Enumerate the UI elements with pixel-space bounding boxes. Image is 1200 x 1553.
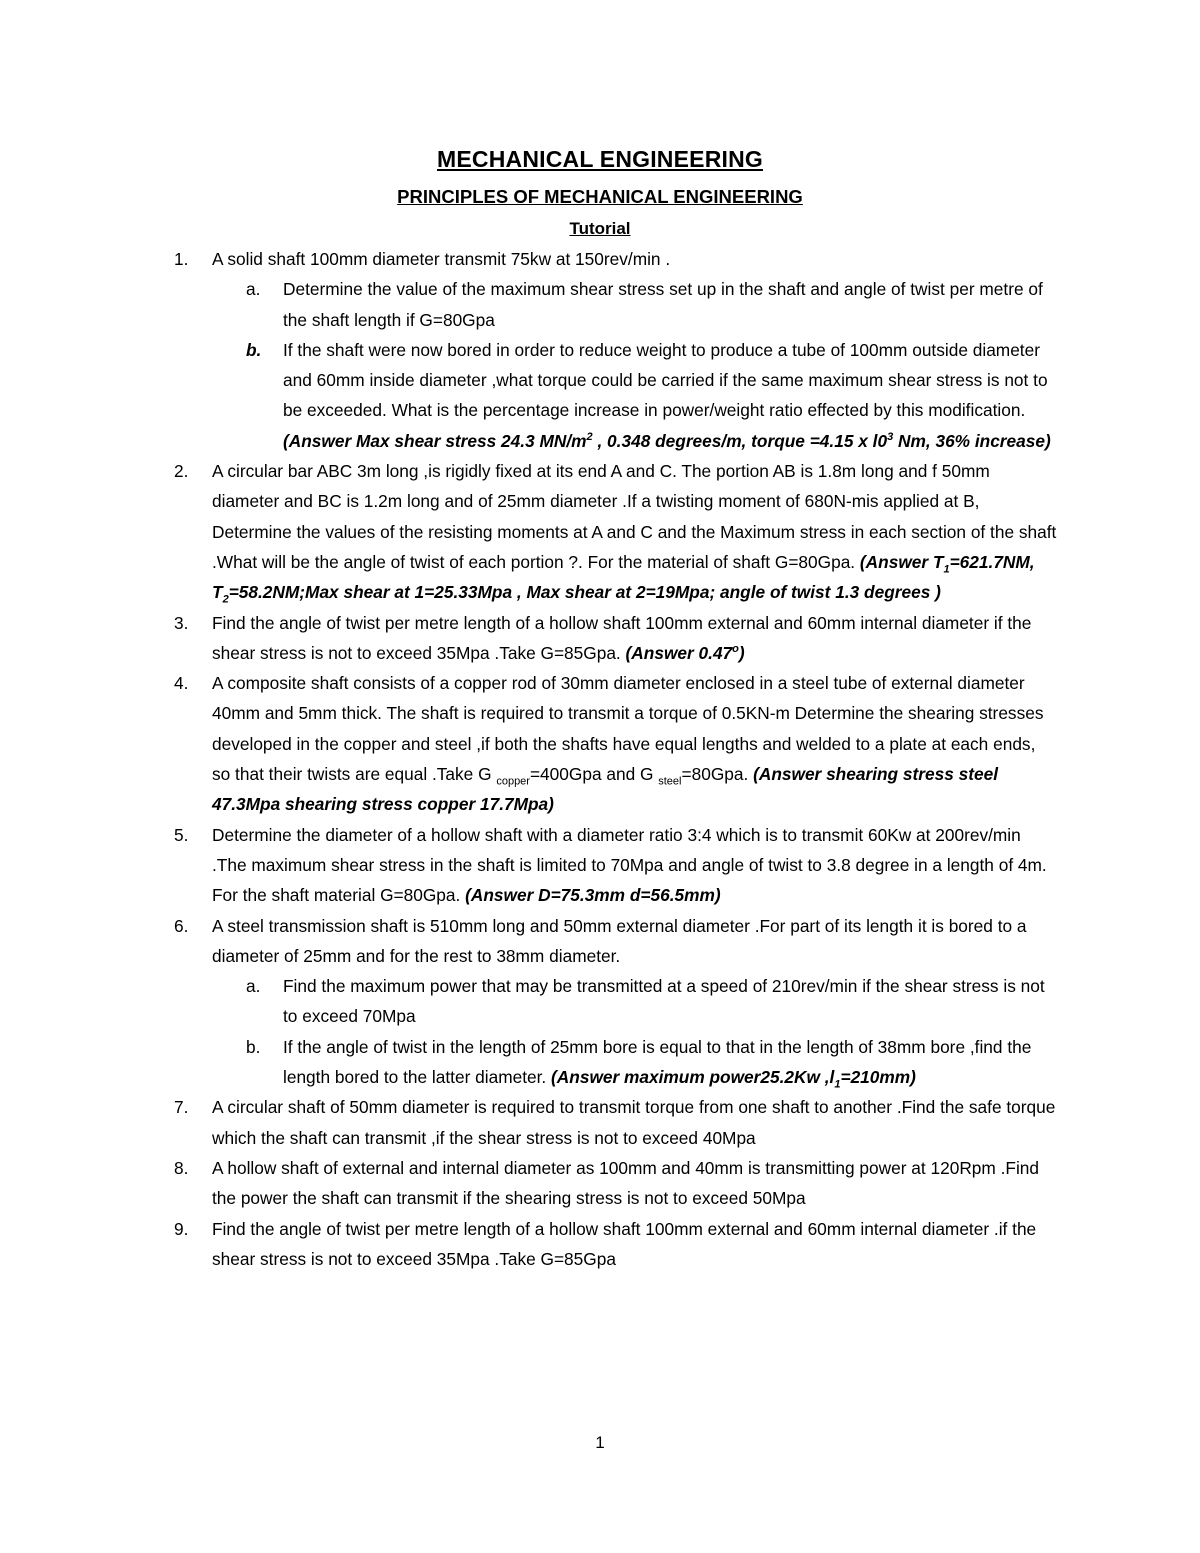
question-number: 1.: [174, 249, 189, 269]
section-heading: Tutorial: [569, 219, 631, 238]
question-6: [0, 911, 1058, 972]
question-1: [0, 244, 1058, 274]
question-6-part-b: [0, 1032, 1058, 1093]
question-text: A hollow shaft of external and internal diameter as 100mm and 40mm is transmitting power at 120Rpm .Find the power the shaft can transmit if the shearing stress is not to exceed 50Mpa: [212, 1157, 1040, 1209]
part-label: b.: [246, 1036, 261, 1057]
question-text: A solid shaft 100mm diameter transmit 75kw at 150rev/min .: [212, 249, 671, 269]
question-9: [0, 1214, 1058, 1275]
part-text: If the shaft were now bored in order to reduce weight to produce a tube of 100mm outside diameter and 60mm inside diameter ,what torque could be carried if the same maximum shear stress is not to be exceeded. What is the percentage increase in power/weight ratio effected by this modification.: [283, 339, 1048, 421]
question-text: A composite shaft consists of a copper rod of 30mm diameter enclosed in a steel tube of external diameter 40mm and 5mm thick. The shaft is required to transmit a torque of 0.5KN-m Determine the shearing stresses developed in the copper and steel ,if both the shafts have equal lengths and welded to a plate at each ends, so that their twists are equal .Take G $_{copper}$=400Gpa and G $_{steel}$=80Gpa.: [212, 673, 1044, 788]
question-text: Find the angle of twist per metre length of a hollow shaft 100mm external and 60mm internal diameter if the shear stress is not to exceed 35Mpa .Take G=85Gpa.: [212, 612, 1032, 663]
question-5: [0, 820, 1058, 911]
question-number: 9.: [174, 1218, 189, 1239]
part-text: Determine the value of the maximum shear stress set up in the shaft and angle of twist per metre of the shaft length if G=80Gpa: [283, 279, 1043, 330]
question-number: 4.: [174, 673, 189, 694]
question-number: 7.: [174, 1097, 189, 1118]
part-label: a.: [246, 279, 261, 300]
question-text: A circular bar ABC 3m long ,is rigidly fixed at its end A and C. The portion AB is 1.8m long and f 50mm diameter and BC is 1.2m long and of 25mm diameter .If a twisting moment of 680N-mis applied at B, Determine the values of the resisting moments at A and C and the Maximum stress in each section of the shaft .What will be the angle of twist of each portion ?. For the material of shaft G=80Gpa.: [212, 461, 1057, 572]
question-2: [0, 456, 1058, 607]
answer-text: (Answer D=75.3mm d=56.5mm): [465, 885, 721, 906]
answer-text: (Answer Max shear stress 24.3 $MN/m^2$ , 0.348 degrees/m, torque =4.15 x $l0^3$ Nm, 36% increase): [283, 430, 1051, 451]
question-1-part-b: [0, 335, 1058, 456]
part-text: Find the maximum power that may be transmitted at a speed of 210rev/min if the shear stress is not to exceed 70Mpa: [283, 976, 1045, 1027]
document-subtitle: PRINCIPLES OF MECHANICAL ENGINEERING: [397, 186, 803, 207]
question-text: A steel transmission shaft is 510mm long and 50mm external diameter .For part of its length it is bored to a diameter of 25mm and for the rest to 38mm diameter.: [212, 915, 1027, 966]
part-label: a.: [246, 976, 261, 997]
question-number: 2.: [174, 461, 189, 482]
answer-text: (Answer shearing stress steel 47.3Mpa shearing stress copper 17.7Mpa): [212, 764, 999, 815]
question-text: Determine the diameter of a hollow shaft with a diameter ratio 3:4 which is to transmit 60Kw at 200rev/min .The maximum shear stress in the shaft is limited to 70Mpa and angle of twist to 3.8 degree in a length of 4m. For the shaft material G=80Gpa.: [212, 824, 1047, 906]
question-6-part-a: [0, 971, 1058, 1032]
question-number: 6.: [174, 915, 189, 936]
question-number: 3.: [174, 612, 189, 633]
answer-text: (Answer $T_1=621.7NM$, $T_2=58.2NM;Max$ shear at 1=25.33Mpa , Max shear at 2=19Mpa; angle of twist 1.3 degrees ): [212, 551, 1035, 606]
question-number: 8.: [174, 1157, 189, 1178]
answer-text: (Answer maximum power25.2Kw $,l_1=210mm$): [551, 1067, 916, 1091]
document-title: MECHANICAL ENGINEERING: [437, 146, 763, 172]
question-3: [0, 608, 1058, 669]
question-list: [0, 244, 1200, 1274]
question-text: Find the angle of twist per metre length of a hollow shaft 100mm external and 60mm internal diameter .if the shear stress is not to exceed 35Mpa .Take G=85Gpa: [212, 1218, 1037, 1269]
answer-text: (Answer 0.47$^o$): [625, 642, 745, 663]
question-7: [0, 1092, 1058, 1153]
question-number: 5.: [174, 824, 189, 845]
part-text: If the angle of twist in the length of 25mm bore is equal to that in the length of 38mm bore ,find the length bored to the latter diameter.: [283, 1036, 1032, 1088]
question-text: A circular shaft of 50mm diameter is required to transmit torque from one shaft to another .Find the safe torque which the shaft can transmit ,if the shear stress is not to exceed 40Mpa: [212, 1097, 1056, 1148]
page-number: 1: [595, 1433, 605, 1452]
question-8: [0, 1153, 1058, 1214]
question-4: [0, 668, 1058, 819]
question-1-part-a: [0, 274, 1058, 335]
part-label: b.: [246, 339, 262, 360]
